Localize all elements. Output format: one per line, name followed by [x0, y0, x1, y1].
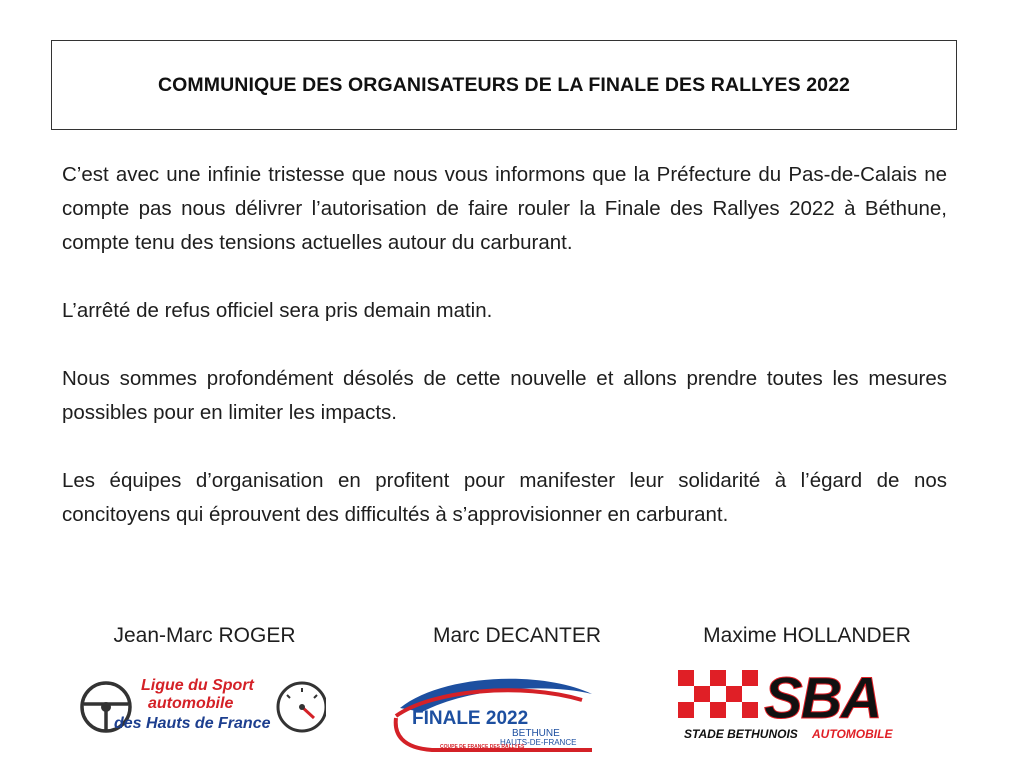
signatures-block: [62, 624, 947, 764]
signatory-name: Jean-Marc ROGER: [113, 624, 296, 647]
speedometer-icon: [278, 683, 326, 731]
finale-cup: COUPE DE FRANCE DES RALLYES: [440, 744, 525, 750]
sba-caption-b: AUTOMOBILE: [812, 727, 893, 741]
sba-mark: SBA: [764, 668, 881, 731]
signatory-hollander: [672, 624, 942, 648]
finale-title: FINALE 2022: [412, 708, 529, 729]
logo-line-1: Ligue du Sport: [141, 677, 254, 694]
finale-2022-logo: [392, 668, 607, 754]
league-sport-automobile-logo: [76, 674, 326, 736]
finale-city: BETHUNE: [512, 728, 560, 739]
communique-body: [62, 158, 947, 566]
logo-line-2: automobile: [148, 695, 234, 712]
paragraph-3: Nous sommes profondément désolés de cette nouvelle et allons prendre toutes les mesures possibles pour en limiter les impacts.: [62, 367, 947, 424]
signatory-decanter: [392, 624, 642, 648]
checkered-flag-icon: [678, 670, 758, 718]
paragraph-4: Les équipes d’organisation en profitent pour manifester leur solidarité à l’égard de nos concitoyens qui éprouvent des difficultés à s’approvisionner en carburant.: [62, 469, 947, 526]
finale-region: HAUTS-DE-FRANCE: [500, 738, 577, 747]
paragraph-1: C’est avec une infinie tristesse que nous vous informons que la Préfecture du Pas-de-Calais ne compte pas nous délivrer l’autorisation de faire rouler la Finale des Rallyes 2022 à Béthune, compte tenu des tensions actuelles autour du carburant.: [62, 163, 947, 254]
sba-caption-a: STADE BETHUNOIS: [684, 727, 798, 741]
document-title: COMMUNIQUE DES ORGANISATEURS DE LA FINALE DES RALLYES 2022: [157, 73, 850, 96]
sba-logo: [674, 668, 929, 746]
title-box: [51, 40, 957, 130]
signatory-name: Marc DECANTER: [432, 624, 601, 647]
signatory-roger: [82, 624, 327, 648]
logo-line-3: des Hauts de France: [114, 715, 271, 732]
paragraph-2: L’arrêté de refus officiel sera pris demain matin.: [62, 299, 493, 322]
signatory-name: Maxime HOLLANDER: [703, 624, 911, 647]
